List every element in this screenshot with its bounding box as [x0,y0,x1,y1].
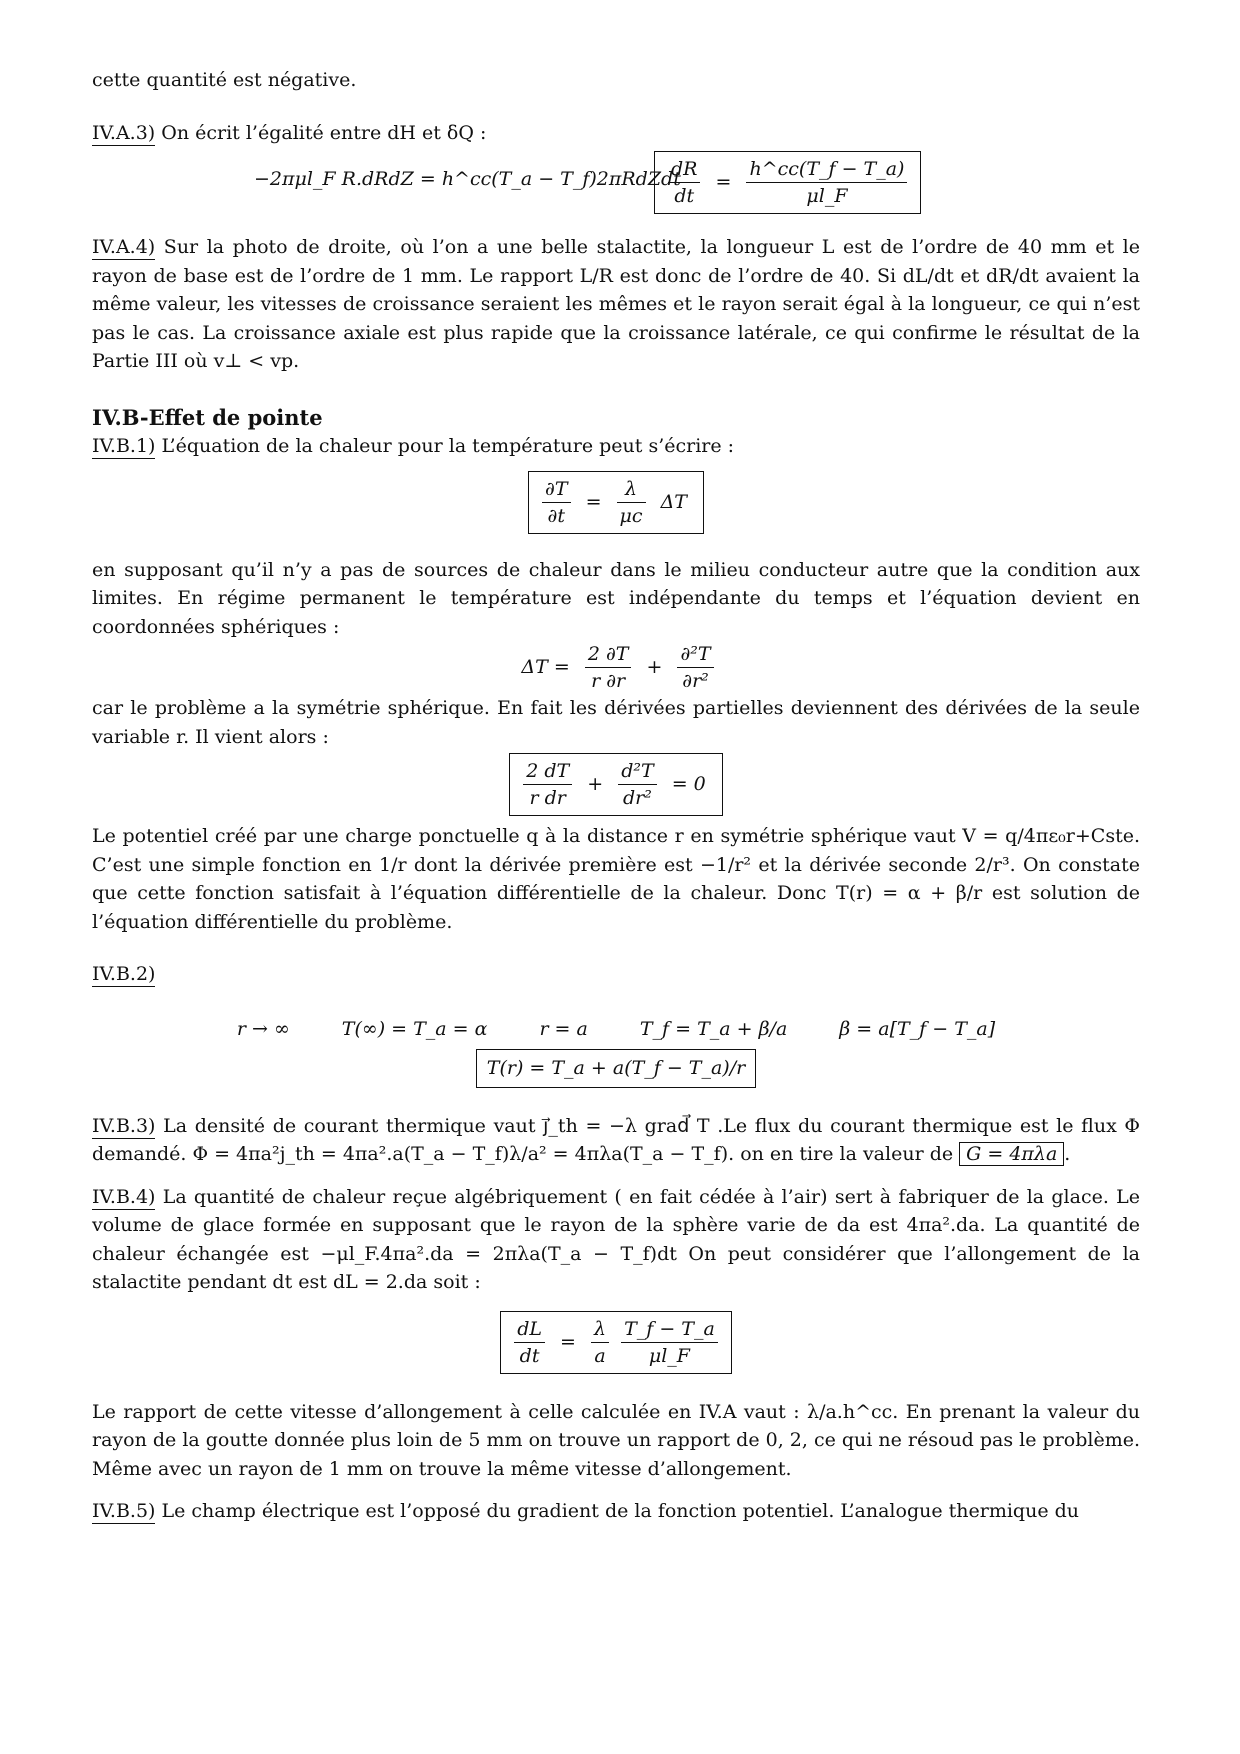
b1-equation-heat: $\frac{\partial T}{\partial t}$ = $\frac{\lambda}{\mu c}$ ΔT [92,471,1140,534]
b2-conditions-row [92,1015,1140,1044]
b3-paragraph [92,1112,1140,1169]
b2-label: IV.B.2) [92,963,156,985]
b1-eq2-f2-num: ∂²T [677,641,713,668]
b1-eq2-lhs: ΔT = [521,656,570,679]
b1-eq1-num-r: λ [617,476,646,503]
a3-label: IV.A.3) [92,121,156,144]
a3-text: On écrit l’égalité entre dH et δQ : [161,121,487,144]
b4-equation: $\frac{dL}{dt}$ = $\frac{\lambda}{a}$ $\frac{T\_f - T\_a}{\mu l\_F}$ [92,1311,1140,1374]
a3-box-num-l: dR [668,156,700,183]
b3-tail: . [1064,1143,1071,1165]
b1-label: IV.B.1) [92,435,156,457]
b4-eq-num-l: dL [514,1316,545,1343]
a3-paragraph [92,119,1140,148]
a3-box-den-l: dt [674,185,695,207]
document-page [92,66,1140,1526]
b2-c5: β = a[T_f − T_a] [839,1017,996,1040]
b1-eq3-f1-num: 2 dT [523,758,572,785]
b5-paragraph [92,1497,1140,1526]
b2-c2: T(∞) = T_a = α [341,1017,488,1040]
a3-equation-row [92,147,1140,219]
b4-eq-den-r: μl_F [648,1344,690,1367]
section-title: IV.B-Effet de pointe [92,404,323,430]
intro-line: cette quantité est négative. [92,69,357,91]
a3-equation-left: −2πμl_F R.dRdZ = h^cc(T_a − T_f)2πRdZdt [254,168,681,190]
b1-equation-laplacian: ΔT = $\frac{2 \partial T}{r \partial r}$ + $\frac{\text{∂²T}}{\text{∂r²}}$ [92,641,1140,694]
b2-boxed-result: T(r) = T_a + a(T_f − T_a)/r [476,1049,756,1088]
b1-para4: Le potentiel créé par une charge ponctuelle q à la distance r en symétrie sphérique vaut V = q/4πε₀r+Cste. C’est une simple fonction en 1/r dont la dérivée première est −1/r² et la dérivée seconde 2/r³. On constate que cette fonction satisfait à l’équation différentielle de la chaleur. Donc T(r) = α + β/r est solution de l’équation différentielle du problème. [92,825,1140,933]
a4-text: Sur la photo de droite, où l’on a une belle stalactite, la longueur L est de l’ordre de 40 mm et le rayon de base est de l’ordre de 1 mm. Le rapport L/R est donc de l’ordre de 40. Si dL/dt et dR/dt avaient la même valeur, les vitesses de croissance seraient les mêmes et le rayon serait égal à la longueur, ce qui n’est pas le cas. La croissance axiale est plus rapide que la croissance latérale, ce qui confirme le résultat de la Partie III où v⊥ < vp. [92,236,1140,372]
b2-c4: T_f = T_a + β/a [639,1017,788,1040]
b4-eq-den-m: a [594,1344,606,1367]
b1-eq2-f2-den: ∂r² [682,670,709,692]
a4-label: IV.A.4) [92,236,156,258]
a4-paragraph [92,233,1140,376]
b4-para2: Le rapport de cette vitesse d’allongement à celle calculée en IV.A vaut : λ/a.h^cc. En prenant la valeur du rayon de la goutte donnée plus loin de 5 mm on trouve un rapport de 0, 2, ce qui ne résoud pas le problème. Même avec un rayon de 1 mm on trouve la même vitesse d’allongement. [92,1400,1140,1480]
b1-text: L’équation de la chaleur pour la température peut s’écrire : [161,435,735,457]
b4-eq-num-m: λ [591,1316,609,1343]
b1-eq3-f2-den: dr² [622,787,652,809]
b2-c1: r → ∞ [236,1017,290,1040]
b1-eq1-den-l: ∂t [547,504,565,527]
b1-paragraph [92,432,1140,461]
b1-eq1-tail: ΔT [660,490,687,513]
a3-box-num-r: h^cc(T_f − T_a) [746,156,907,183]
b4-eq-den-l: dt [519,1344,540,1367]
b1-eq3-f1-den: r dr [529,787,566,809]
b2-paragraph [92,960,1140,989]
b1-eq3-tail: = 0 [671,773,706,796]
b1-eq1-num-l: ∂T [542,476,571,503]
b4-eq-num-r: T_f − T_a [621,1316,718,1343]
a3-boxed-equation: $\frac{dR}{dt}$ = $\frac{h\^{}cc(T\_f - T\_a)}{\mu l\_F}$ [654,151,921,214]
b3-label: IV.B.3) [92,1114,156,1137]
b5-text: Le champ électrique est l’opposé du gradient de la fonction potentiel. L’analogue thermique du [161,1500,1080,1522]
b1-eq3-f2-num: d²T [618,758,656,785]
a3-box-den-r: μl_F [806,185,848,207]
b3-text: La densité de courant thermique vaut j⃗_th = −λ grad⃗ T .Le flux du courant thermique est le flux Φ demandé. Φ = 4πa²j_th = 4πa².a(T_a − T_f)λ/a² = 4πλa(T_a − T_f). on en tire la valeur de [92,1114,1141,1165]
b1-eq1-den-r: μc [619,504,643,527]
b4-text: La quantité de chaleur reçue algébriquement ( en fait cédée à l’air) sert à fabriquer de la glace. Le volume de glace formée en supposant que le rayon de la sphère varie de da est 4πa².da. La quantité de chaleur échangée est −μl_F.4πa².da = 2πλa(T_a − T_f)dt On peut considérer que l’allongement de la stalactite pendant dt est dL = 2.da soit : [92,1185,1140,1293]
b1-para2: en supposant qu’il n’y a pas de sources de chaleur dans le milieu conducteur autre que la condition aux limites. En régime permanent le température est indépendante du temps et l’équation devient en coordonnées sphériques : [92,558,1140,638]
b3-boxed-result: G = 4πλa [959,1142,1064,1166]
b4-paragraph [92,1183,1140,1297]
b2-c3: r = a [539,1017,588,1040]
b5-label: IV.B.5) [92,1500,156,1522]
b1-eq2-f1-den: r ∂r [591,670,626,692]
b4-label: IV.B.4) [92,1185,156,1208]
b1-equation-radial: $\frac{2 dT}{\text{r dr}}$ + $\frac{\text{d²T}}{\text{dr²}}$ = 0 [92,753,1140,816]
b1-para3: car le problème a la symétrie sphérique. En fait les dérivées partielles deviennent des dérivées de la seule variable r. Il vient alors : [92,697,1140,748]
b1-eq2-f1-num: 2 ∂T [585,641,632,668]
